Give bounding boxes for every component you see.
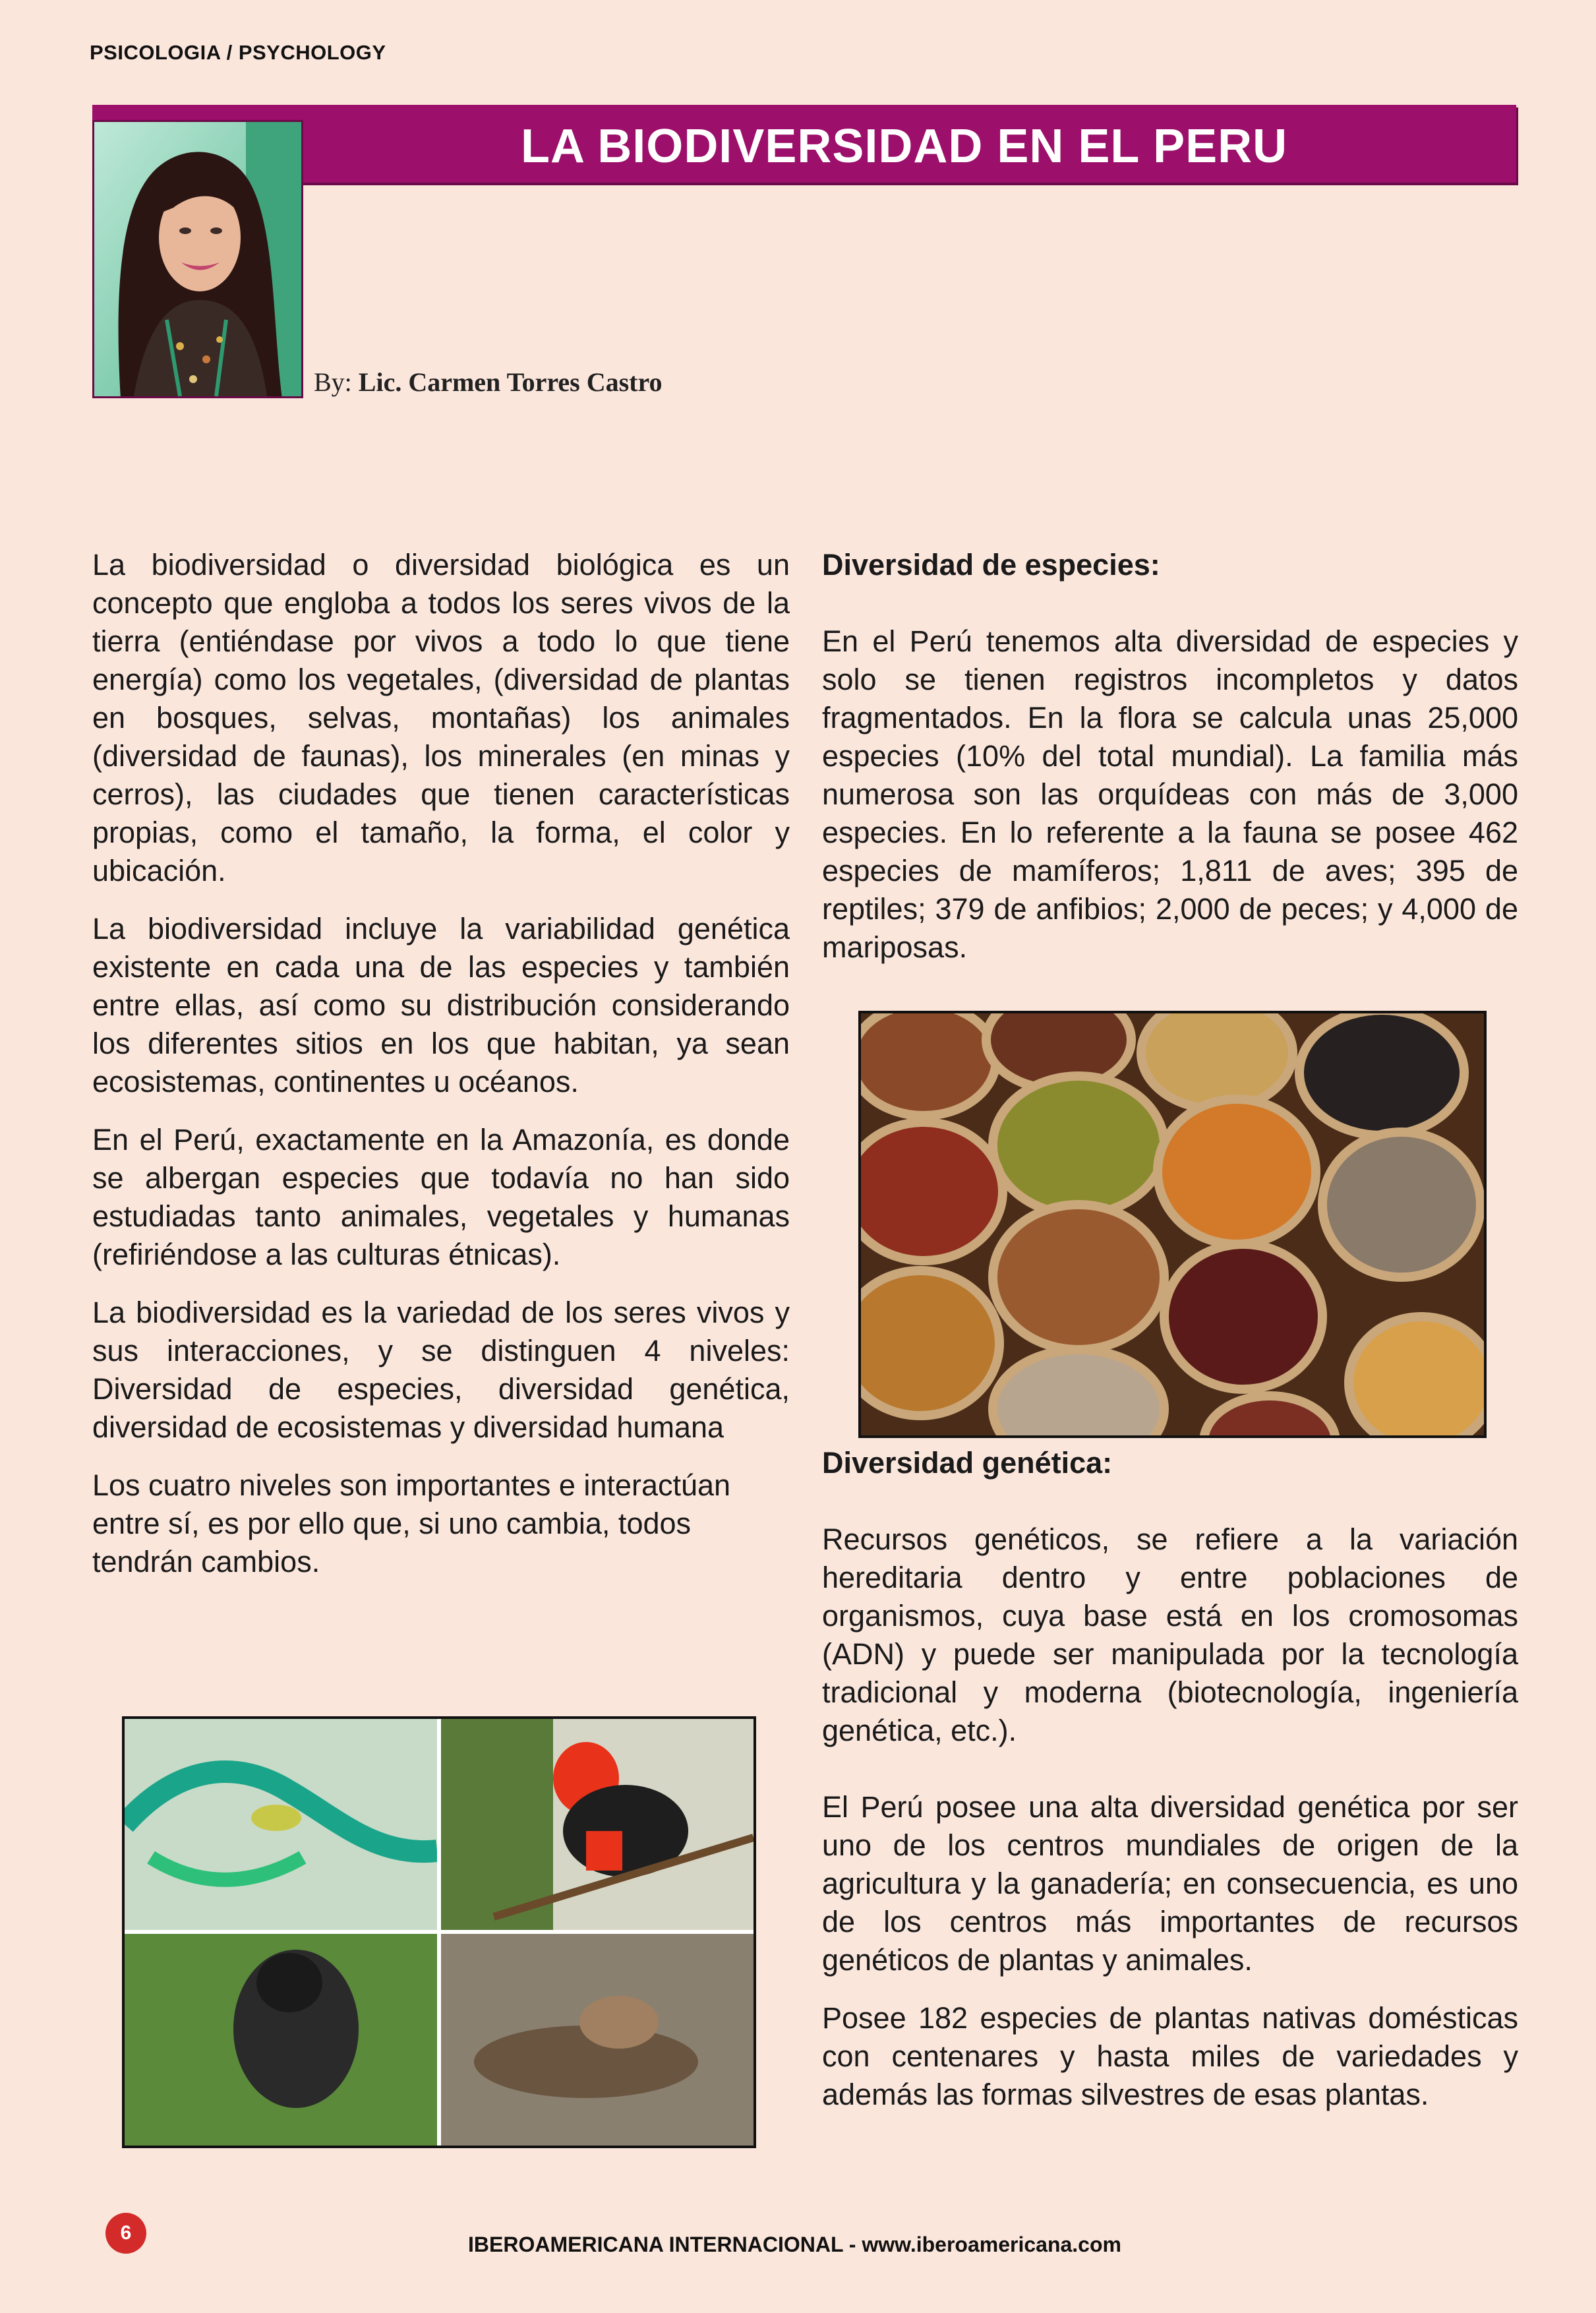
paragraph: En el Perú, exactamente en la Amazonía, es donde se albergan especies que todavía no han sido estudiadas tanto animales, vegetales y humanas (refiriéndose a las culturas étnicas). xyxy=(92,1123,790,1271)
paragraph: La biodiversidad incluye la variabilidad genética existente en cada una de las especies y también entre ellas, así como su distribución considerando los diferentes sitios en los que habitan, ya sean ecosistemas, continentes u océanos. xyxy=(92,912,790,1098)
page-number-badge: 6 xyxy=(105,2213,146,2254)
footer xyxy=(0,2233,1596,2257)
title-bar xyxy=(92,105,1516,183)
genetic-paragraph: El Perú posee una alta diversidad genética por ser uno de los centros mundiales de origen de la agricultura y la ganadería; en consecuencia, es uno de los centros más importantes de recursos genéticos de plantas y animales. xyxy=(822,1790,1518,1977)
genetic-paragraph: Recursos genéticos, se refiere a la variación hereditaria dentro y entre poblaciones de organismos, cuya base está en los cromosomas (ADN) y puede ser manipulada por la tecnología tradicional y moderna (biotecnología, ingeniería genética, etc.). xyxy=(822,1522,1518,1747)
author-photo xyxy=(92,120,303,398)
genetic-heading: Diversidad genética: xyxy=(822,1446,1113,1480)
species-paragraph: En el Perú tenemos alta diversidad de especies y solo se tienen registros incompletos y datos fragmentados. En la flora se calcula unas 25,000 especies (10% del total mundial). La familia más numerosa son las orquídeas con más de 3,000 especies. En lo referente a la fauna se posee 462 especies de mamíferos; 1,811 de aves; 395 de reptiles; 379 de anfibios; 2,000 de peces; y 4,000 de mariposas. xyxy=(822,624,1518,964)
byline xyxy=(314,367,663,398)
article-title: LA BIODIVERSIDAD EN EL PERU xyxy=(521,120,1288,173)
byline-prefix: By: xyxy=(314,367,352,397)
genetic-paragraph: Posee 182 especies de plantas nativas domésticas con centenares y hasta miles de variedades y además las formas silvestres de esas plantas. xyxy=(822,2001,1518,2111)
animals-photo xyxy=(122,1716,756,2148)
section-label: PSICOLOGIA / PSYCHOLOGY xyxy=(90,41,386,64)
paragraph: La biodiversidad o diversidad biológica es un concepto que engloba a todos los seres vivos de la tierra (entiéndase por vivos a todo lo que tiene energía) como los vegetales, (diversidad de plantas en bosques, selvas, montañas) los animales (diversidad de faunas), los minerales (en minas y cerros), las ciudades que tienen características propias, como el tamaño, la forma, el color y ubicación. xyxy=(92,548,790,887)
byline-author: Lic. Carmen Torres Castro xyxy=(358,367,663,397)
species-heading: Diversidad de especies: xyxy=(822,548,1160,582)
paragraph: La biodiversidad es la variedad de los seres vivos y sus interacciones, y se distinguen 4 niveles: Diversidad de especies, diversidad genética, diversidad de ecosistemas y diversidad humana xyxy=(92,1296,790,1444)
seeds-photo xyxy=(858,1011,1487,1438)
paragraph: Los cuatro niveles son importantes e interactúan entre sí, es por ello que, si uno cambia, todos tendrán cambios. xyxy=(92,1468,731,1578)
left-column xyxy=(92,546,790,1601)
footer-text: IBEROAMERICANA INTERNACIONAL - www.iberoamericana.com xyxy=(468,2233,1121,2256)
